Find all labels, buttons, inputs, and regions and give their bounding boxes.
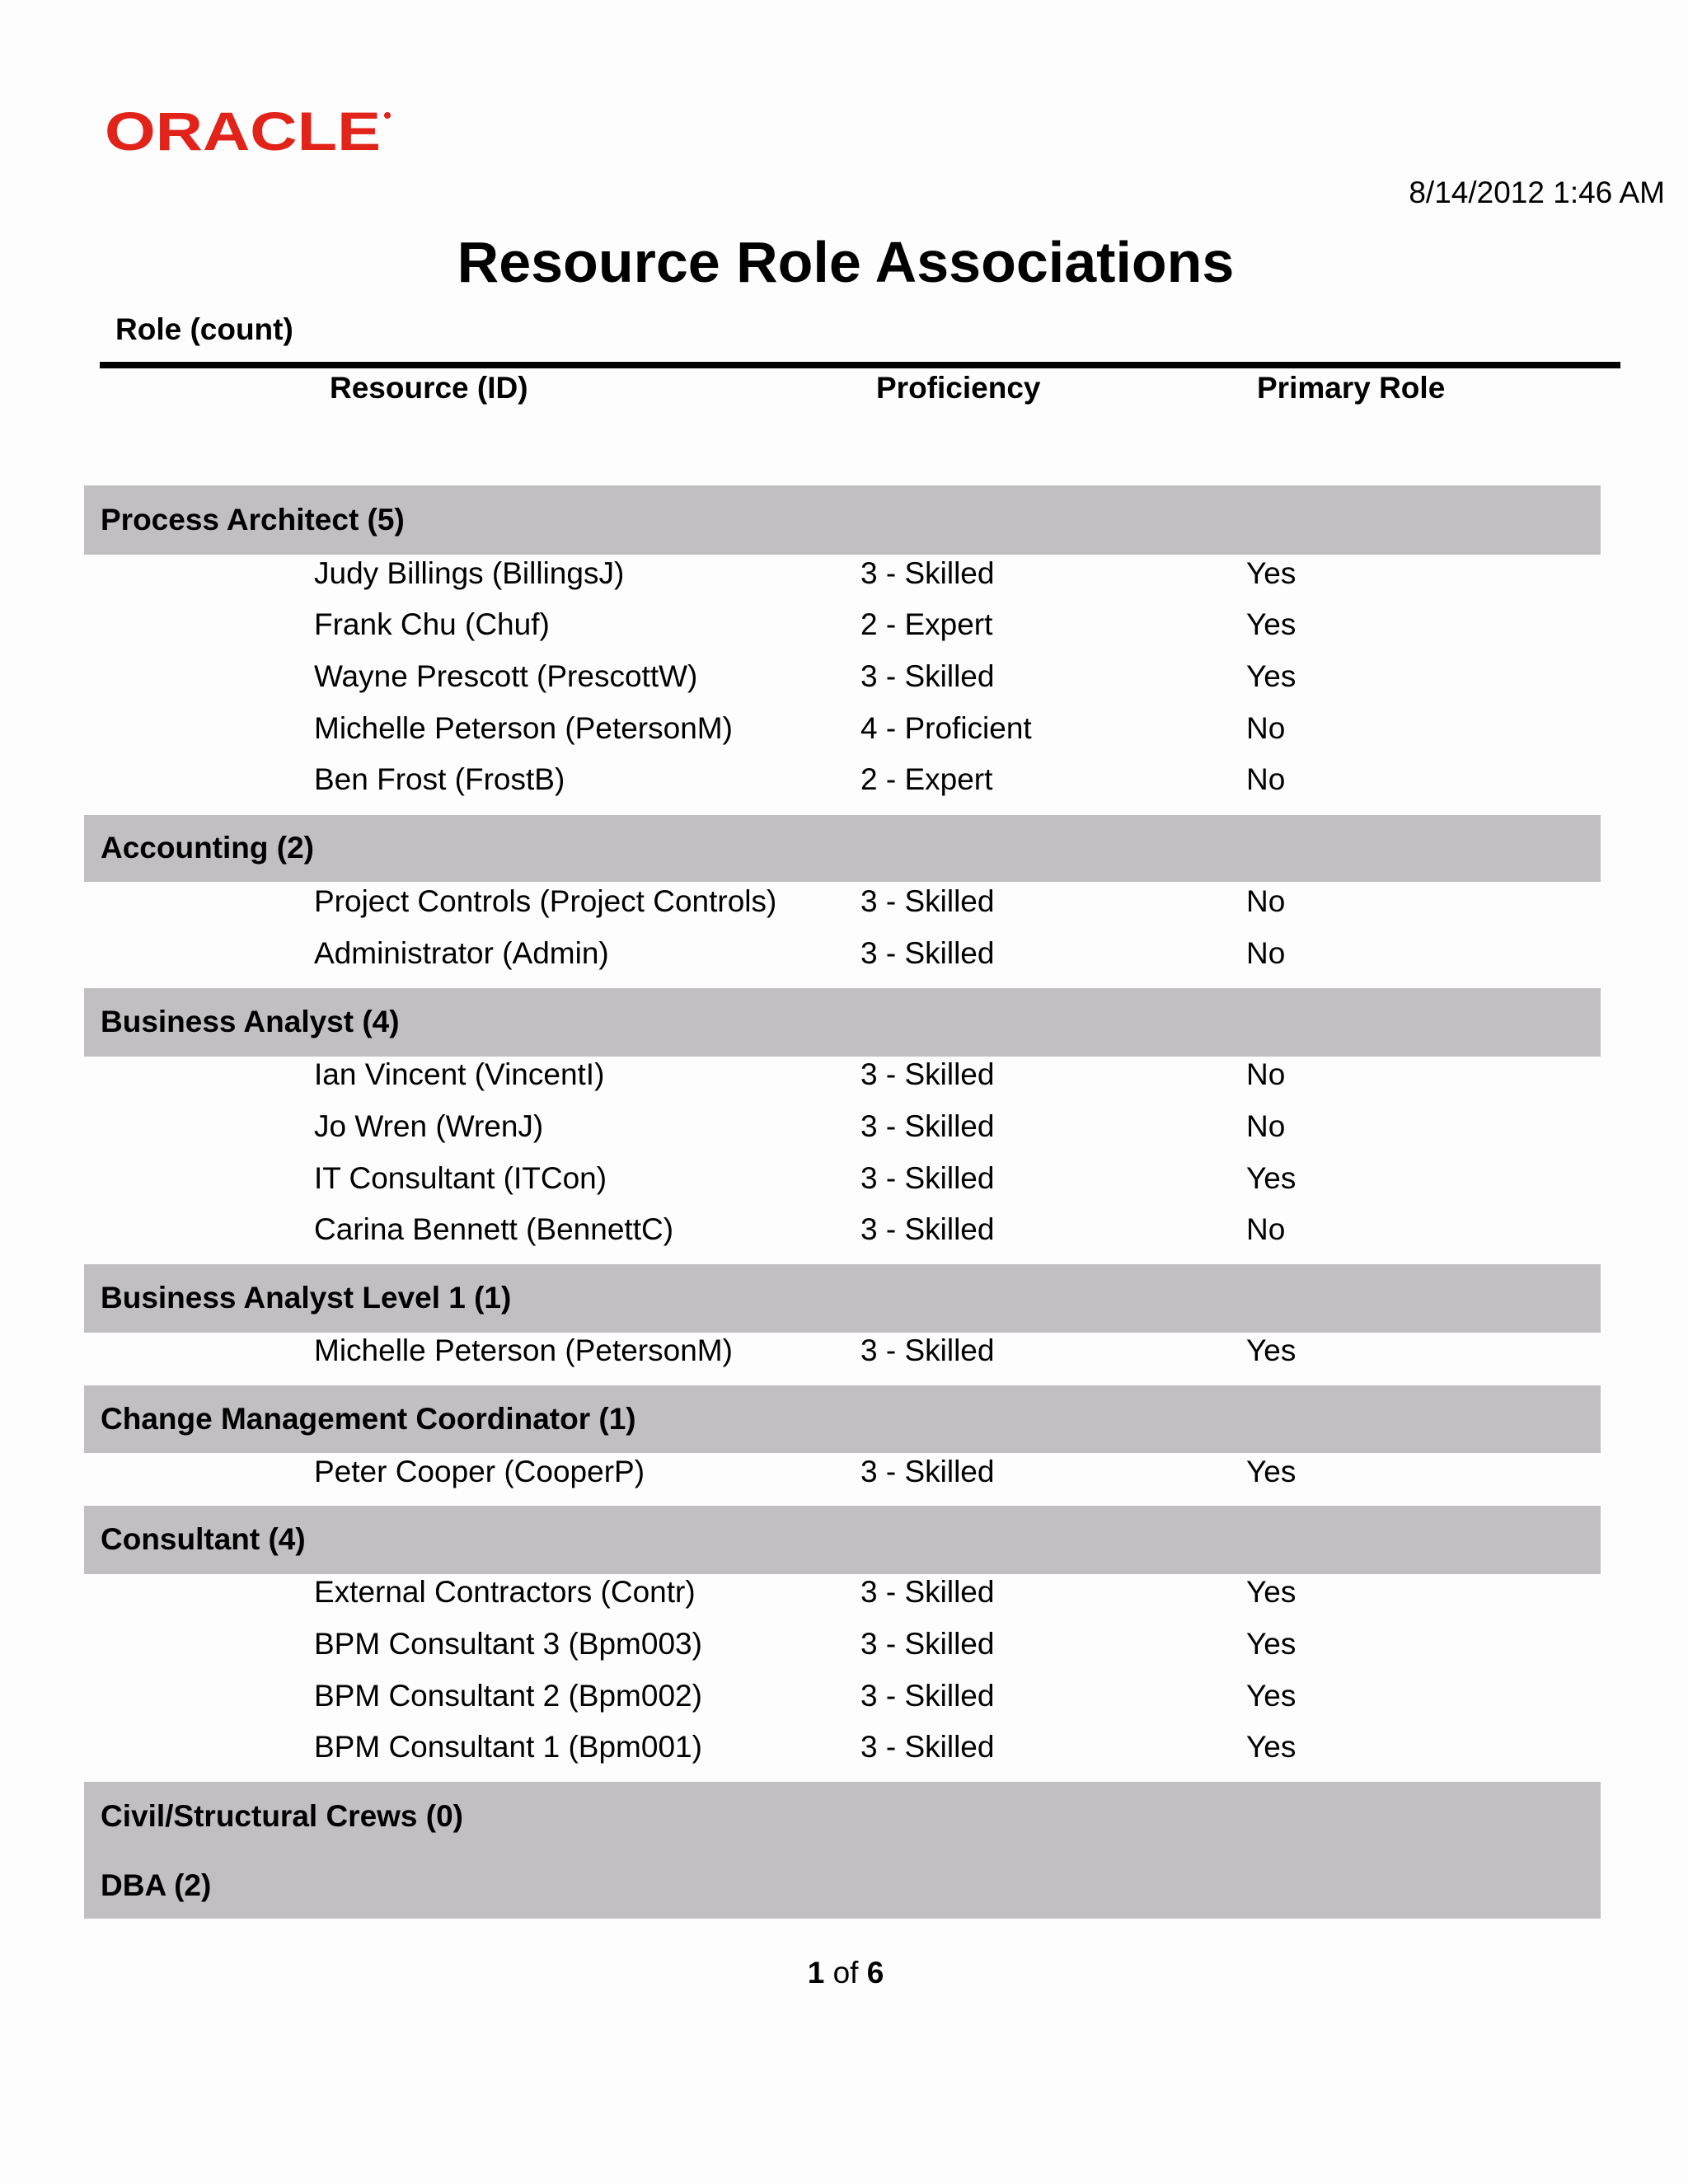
primary-role-cell: No [1246, 1109, 1286, 1143]
group-label: Civil/Structural Crews (0) [101, 1799, 464, 1833]
group-label: Change Management Coordinator (1) [101, 1402, 636, 1436]
primary-role-cell: Yes [1246, 1161, 1296, 1195]
page-title: Resource Role Associations [457, 230, 1235, 294]
resource-cell: Michelle Peterson (PetersonM) [314, 711, 733, 745]
column-header-proficiency: Proficiency [876, 371, 1041, 405]
primary-role-cell: Yes [1246, 1333, 1296, 1367]
oracle-logo [105, 110, 393, 154]
primary-role-cell: Yes [1246, 556, 1296, 590]
resource-cell: Judy Billings (BillingsJ) [314, 556, 625, 590]
svg-text:ORACLE: ORACLE [105, 110, 381, 154]
header-divider [100, 362, 1620, 368]
proficiency-cell: 2 - Expert [860, 762, 993, 796]
proficiency-cell: 3 - Skilled [860, 936, 995, 970]
primary-role-cell: No [1246, 936, 1286, 970]
proficiency-cell: 3 - Skilled [860, 1455, 995, 1488]
primary-role-cell: Yes [1246, 1627, 1296, 1661]
resource-cell: Ian Vincent (VincentI) [314, 1057, 605, 1091]
proficiency-cell: 3 - Skilled [860, 659, 995, 693]
resource-cell: Project Controls (Project Controls) [314, 884, 777, 918]
page-of: of [832, 1956, 859, 1990]
group-header-band [84, 1506, 1601, 1574]
primary-role-cell: Yes [1246, 607, 1296, 641]
group-label: Accounting (2) [101, 831, 314, 865]
primary-role-cell: No [1246, 1212, 1286, 1246]
proficiency-cell: 3 - Skilled [860, 1679, 995, 1713]
resource-cell: BPM Consultant 1 (Bpm001) [314, 1730, 702, 1764]
column-header-resource: Resource (ID) [330, 371, 528, 405]
resource-cell: Wayne Prescott (PrescottW) [314, 659, 698, 693]
proficiency-cell: 3 - Skilled [860, 556, 995, 590]
resource-cell: Ben Frost (FrostB) [314, 762, 565, 796]
page-current: 1 [807, 1956, 825, 1990]
proficiency-cell: 3 - Skilled [860, 1161, 995, 1195]
resource-cell: External Contractors (Contr) [314, 1575, 696, 1609]
proficiency-cell: 2 - Expert [860, 607, 993, 641]
resource-cell: Peter Cooper (CooperP) [314, 1455, 645, 1488]
primary-role-cell: No [1246, 1057, 1286, 1091]
primary-role-cell: Yes [1246, 1730, 1296, 1764]
page-total: 6 [866, 1956, 884, 1990]
proficiency-cell: 3 - Skilled [860, 1575, 995, 1609]
group-label: Business Analyst Level 1 (1) [101, 1281, 512, 1315]
primary-role-cell: Yes [1246, 659, 1296, 693]
resource-cell: Carina Bennett (BennettC) [314, 1212, 674, 1246]
primary-role-cell: No [1246, 711, 1286, 745]
resource-cell: Michelle Peterson (PetersonM) [314, 1333, 733, 1367]
proficiency-cell: 3 - Skilled [860, 1333, 995, 1367]
resource-cell: Frank Chu (Chuf) [314, 607, 550, 641]
group-label: DBA (2) [101, 1868, 212, 1902]
resource-cell: BPM Consultant 2 (Bpm002) [314, 1679, 702, 1713]
primary-role-cell: Yes [1246, 1575, 1296, 1609]
primary-role-cell: No [1246, 762, 1286, 796]
proficiency-cell: 3 - Skilled [860, 1212, 995, 1246]
group-label: Business Analyst (4) [101, 1005, 400, 1038]
primary-role-cell: Yes [1246, 1455, 1296, 1488]
resource-cell: BPM Consultant 3 (Bpm003) [314, 1627, 702, 1661]
proficiency-cell: 4 - Proficient [860, 711, 1032, 745]
proficiency-cell: 3 - Skilled [860, 1730, 995, 1764]
column-header-primary-role: Primary Role [1257, 371, 1446, 405]
group-label: Process Architect (5) [101, 503, 405, 537]
oracle-logo-icon [105, 110, 393, 154]
proficiency-cell: 3 - Skilled [860, 1627, 995, 1661]
group-label: Consultant (4) [101, 1522, 306, 1556]
proficiency-cell: 3 - Skilled [860, 884, 995, 918]
page-indicator [0, 1954, 1688, 1992]
proficiency-cell: 3 - Skilled [860, 1057, 995, 1091]
report-timestamp: 8/14/2012 1:46 AM [1409, 176, 1665, 209]
resource-cell: Administrator (Admin) [314, 936, 609, 970]
proficiency-cell: 3 - Skilled [860, 1109, 995, 1143]
primary-role-cell: No [1246, 884, 1286, 918]
primary-role-cell: Yes [1246, 1679, 1296, 1713]
resource-cell: Jo Wren (WrenJ) [314, 1109, 544, 1143]
group-by-label: Role (count) [115, 312, 293, 346]
resource-cell: IT Consultant (ITCon) [314, 1161, 607, 1195]
